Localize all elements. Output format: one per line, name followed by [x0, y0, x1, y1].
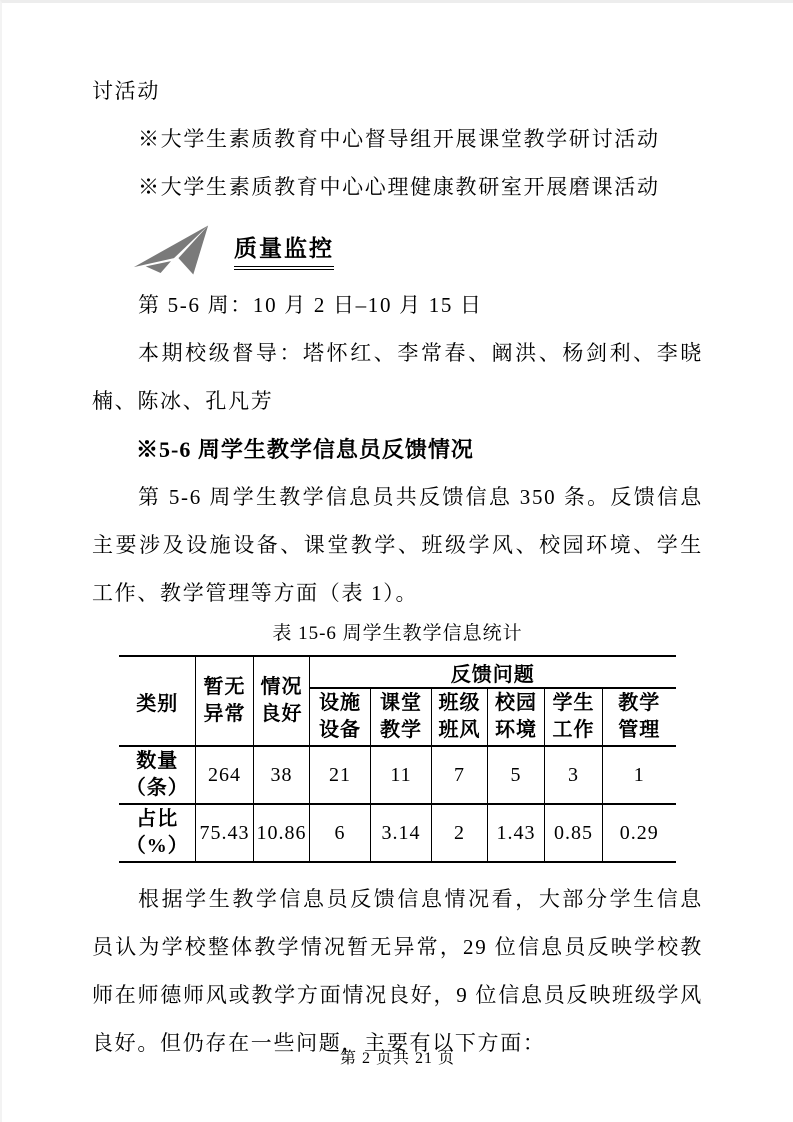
- row-label-percent: [119, 804, 195, 862]
- header-class-ethos: [431, 688, 487, 746]
- table-cell: 264: [195, 746, 253, 804]
- header-line: 工作: [552, 719, 595, 741]
- header-campus-env: [487, 688, 544, 746]
- paper-plane-icon: [132, 224, 210, 276]
- header-line: 管理: [618, 719, 661, 741]
- stats-table: [119, 655, 675, 863]
- row-label-line: （%）: [125, 835, 189, 857]
- table-cell: 3.14: [370, 804, 431, 862]
- header-line: 教学: [379, 719, 422, 741]
- header-student-work: [544, 688, 602, 746]
- header-feedback-group: 反馈问题: [309, 656, 675, 688]
- table-cell: 1.43: [487, 804, 544, 862]
- table-caption: 表 15-6 周学生教学信息统计: [272, 623, 523, 644]
- section-heading: [132, 221, 703, 279]
- table-cell: 6: [309, 804, 370, 862]
- table-cell: 0.29: [602, 804, 675, 862]
- paragraph-continuation: 讨活动: [92, 79, 161, 103]
- row-label-count: [119, 746, 195, 804]
- week-range-line: 第 5-6 周：10 月 2 日–10 月 15 日: [138, 293, 483, 317]
- row-label-line: 数量: [136, 750, 179, 772]
- bullet-line-2: ※大学生素质教育中心心理健康教研室开展磨课活动: [138, 175, 660, 199]
- supervisors-line: 本期校级督导：塔怀红、李常春、阚洪、杨剑利、李晓楠、陈冰、孔凡芳: [92, 341, 703, 413]
- header-line: 环境: [494, 719, 537, 741]
- header-category: 类别: [119, 656, 195, 746]
- document-page: [2, 3, 793, 1122]
- table-cell: 5: [487, 746, 544, 804]
- subsection-title: ※5-6 周学生教学信息员反馈情况: [136, 437, 474, 462]
- table-cell: 7: [431, 746, 487, 804]
- row-label-line: 占比: [136, 808, 179, 830]
- table-cell: 75.43: [195, 804, 253, 862]
- table-cell: 3: [544, 746, 602, 804]
- table-cell: 38: [253, 746, 309, 804]
- header-facilities: [309, 688, 370, 746]
- header-line: 设施: [318, 692, 361, 714]
- row-label-line: （条）: [125, 777, 189, 799]
- header-line: 暂无: [203, 676, 246, 698]
- header-teaching-mgmt: [602, 688, 675, 746]
- header-line: 异常: [203, 703, 246, 725]
- header-line: 设备: [318, 719, 361, 741]
- header-classroom: [370, 688, 431, 746]
- page-number: 第 2 页共 21 页: [339, 1050, 455, 1067]
- table-cell: 0.85: [544, 804, 602, 862]
- header-line: 教学: [618, 692, 661, 714]
- table-cell: 10.86: [253, 804, 309, 862]
- paragraph-analysis: 根据学生教学信息员反馈信息情况看，大部分学生信息员认为学校整体教学情况暂无异常，29 位信息员反映学校教师在师德师风或教学方面情况良好，9 位信息员反映班级学风良好。但仍存在一些问题，主要有以下方面：: [92, 887, 703, 1055]
- table-cell: 1: [602, 746, 675, 804]
- section-title: 质量监控: [234, 230, 334, 270]
- table-cell: 11: [370, 746, 431, 804]
- paragraph-feedback-summary: 第 5-6 周学生教学信息员共反馈信息 350 条。反馈信息主要涉及设施设备、课堂教学、班级学风、校园环境、学生工作、教学管理等方面（表 1）。: [92, 485, 703, 605]
- header-line: 良好: [260, 703, 303, 725]
- table-cell: 21: [309, 746, 370, 804]
- header-no-issue: [195, 656, 253, 746]
- header-line: 情况: [260, 676, 303, 698]
- header-line: 学生: [552, 692, 595, 714]
- header-good: [253, 656, 309, 746]
- header-line: 班风: [438, 719, 481, 741]
- header-line: 班级: [438, 692, 481, 714]
- header-line: 课堂: [379, 692, 422, 714]
- header-line: 校园: [494, 692, 537, 714]
- table-cell: 2: [431, 804, 487, 862]
- bullet-line-1: ※大学生素质教育中心督导组开展课堂教学研讨活动: [138, 127, 660, 151]
